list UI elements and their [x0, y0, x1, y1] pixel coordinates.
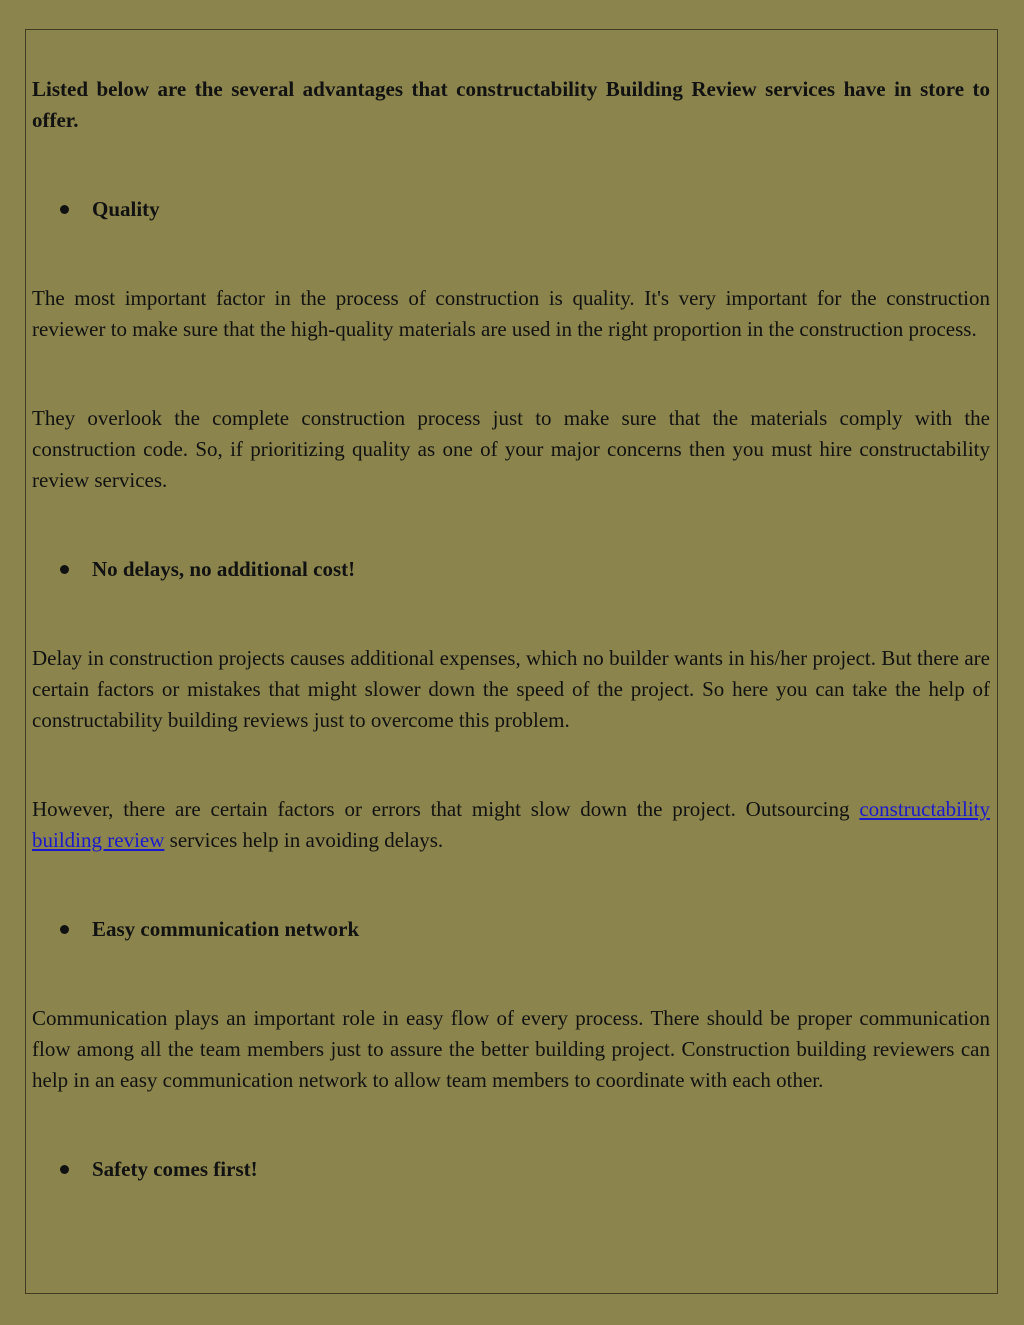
body-paragraph: Delay in construction projects causes additional expenses, which no builder wants in his/her project. But there are certain factors or mistakes that might slower down the speed of the project. So here you can take the help of constructability building reviews just to overcome this problem. — [32, 646, 990, 732]
paragraph-text: services help in avoiding delays. — [164, 828, 444, 852]
bullet-icon — [60, 565, 69, 574]
body-paragraph-with-link — [32, 794, 990, 856]
body-paragraph: They overlook the complete construction process just to make sure that the materials comply with the construction code. So, if prioritizing quality as one of your major concerns then you must hire constructability review services. — [32, 406, 990, 492]
body-paragraph: The most important factor in the process of construction is quality. It's very important for the construction reviewer to make sure that the high-quality materials are used in the right proportion in the construction process. — [32, 286, 990, 341]
section-heading-no-delays — [32, 554, 990, 585]
bullet-icon — [60, 925, 69, 934]
section-heading-communication — [32, 914, 990, 945]
section-heading-quality — [32, 194, 990, 225]
document-body — [32, 74, 990, 1243]
section-heading-label: Safety comes first! — [92, 1157, 258, 1181]
body-paragraph: Communication plays an important role in easy flow of every process. There should be proper communication flow among all the team members just to assure the better building project. Construction building reviewers can help in an easy communication network to allow team members to coordinate with each other. — [32, 1006, 990, 1092]
constructability-review-link[interactable]: constructability building review — [32, 797, 990, 852]
paragraph-text: However, there are certain factors or errors that might slow down the project. Outsourcing — [32, 797, 860, 821]
section-heading-label: Quality — [92, 197, 160, 221]
section-heading-label: No delays, no additional cost! — [92, 557, 356, 581]
section-heading-safety — [32, 1154, 990, 1185]
bullet-icon — [60, 205, 69, 214]
bullet-icon — [60, 1165, 69, 1174]
intro-paragraph: Listed below are the several advantages that constructability Building Review services have in store to offer. — [32, 77, 990, 132]
section-heading-label: Easy communication network — [92, 917, 360, 941]
